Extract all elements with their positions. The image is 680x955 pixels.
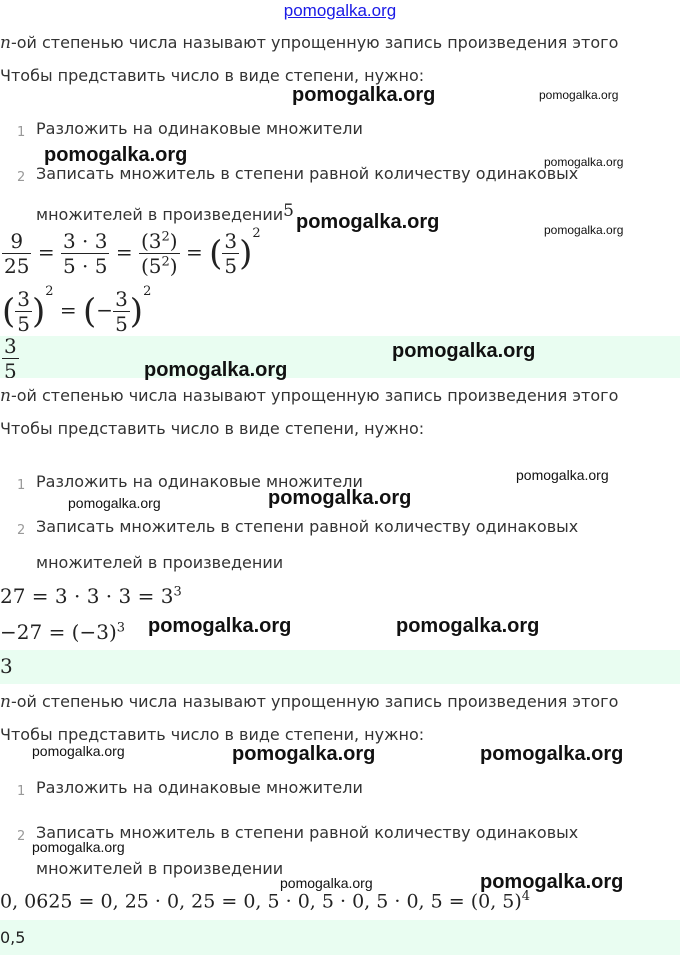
definition-body: -ой степенью числа называют упрощенную запись произведения этого xyxy=(10,692,619,711)
watermark: pomogalka.org xyxy=(480,871,624,893)
answer-value: 0,5 xyxy=(0,928,26,947)
watermark: pomogalka.org xyxy=(32,839,125,855)
equation: ( $\frac{3}{5}$ )$^2$ = (− $\frac{3}{5}$ )$^2$ xyxy=(2,284,152,336)
math-n: n xyxy=(0,386,11,406)
stray-digit: 5 xyxy=(283,201,294,221)
answer-fraction: $\frac{3}{5}$ xyxy=(2,336,19,378)
step-text-continued: множителей в произведении xyxy=(36,859,284,878)
definition-body: -ой степенью числа называют упрощенную запись произведения этого xyxy=(10,386,619,405)
fraction: $\frac{3 \cdot 3}{5 \cdot 5}$ xyxy=(62,229,108,278)
watermark: pomogalka.org xyxy=(32,743,125,759)
equation: $\frac{9}{25}$ = $\frac{3 \cdot 3}{5 \cdot 5}$ = $\frac{(3^2)}{(5^2)}$ = ( $\frac{3}{5}$ )$^2$ xyxy=(4,226,261,278)
definition-text xyxy=(0,692,618,712)
watermark: pomogalka.org xyxy=(396,615,540,637)
definition-text xyxy=(0,386,618,406)
math-n: n xyxy=(0,33,11,53)
step-text: Разложить на одинаковые множители xyxy=(36,119,363,138)
watermark: pomogalka.org xyxy=(392,340,536,362)
watermark: pomogalka.org xyxy=(144,359,288,381)
step-text: Разложить на одинаковые множители xyxy=(36,778,363,797)
how-to-text: Чтобы представить число в виде степени, нужно: xyxy=(0,725,425,744)
site-link[interactable]: pomogalka.org xyxy=(283,1,397,20)
watermark: pomogalka.org xyxy=(232,743,376,765)
answer-box xyxy=(0,650,680,684)
step-text-continued: множителей в произведении5 xyxy=(36,201,294,224)
fraction: $\frac{9}{25}$ xyxy=(4,229,30,278)
answer-box xyxy=(0,920,680,955)
fraction: $\frac{3}{5}$ xyxy=(17,287,30,336)
step-number: 1 xyxy=(17,784,26,799)
watermark: pomogalka.org xyxy=(296,211,440,233)
watermark: pomogalka.org xyxy=(68,495,161,511)
watermark: pomogalka.org xyxy=(268,487,412,509)
watermark: pomogalka.org xyxy=(480,743,624,765)
step-text: Разложить на одинаковые множители xyxy=(36,472,363,491)
step-text: Записать множитель в степени равной количеству одинаковых xyxy=(36,164,579,183)
step-number: 1 xyxy=(17,125,26,140)
answer-box xyxy=(0,336,680,378)
answer-value: 3 xyxy=(0,654,13,678)
how-to-text: Чтобы представить число в виде степени, нужно: xyxy=(0,419,425,438)
step-text: Записать множитель в степени равной количеству одинаковых xyxy=(36,517,579,536)
equation: $-27 = (-3)^3$ xyxy=(0,620,126,644)
watermark: pomogalka.org xyxy=(292,84,436,106)
math-n: n xyxy=(0,692,11,712)
step-text: Записать множитель в степени равной количеству одинаковых xyxy=(36,823,579,842)
definition-body: -ой степенью числа называют упрощенную запись произведения этого xyxy=(10,33,619,52)
equation: 0, 0625 = 0, 25 · 0, 25 = 0, 5 · 0, 5 · 0, 5 · 0, 5 = (0, 5)$^4$ xyxy=(0,889,531,913)
step-number: 2 xyxy=(17,170,26,185)
watermark: pomogalka.org xyxy=(544,223,624,237)
step-number: 2 xyxy=(17,829,26,844)
fraction: $\frac{3}{5}$ xyxy=(224,229,238,278)
definition-text xyxy=(0,33,618,53)
watermark: pomogalka.org xyxy=(544,155,624,169)
watermark: pomogalka.org xyxy=(148,615,292,637)
step-number: 2 xyxy=(17,523,26,538)
watermark: pomogalka.org xyxy=(516,467,609,483)
step-number: 1 xyxy=(17,478,26,493)
how-to-text: Чтобы представить число в виде степени, нужно: xyxy=(0,66,425,85)
watermark: pomogalka.org xyxy=(44,144,188,166)
step-text-continued: множителей в произведении xyxy=(36,553,284,572)
watermark: pomogalka.org xyxy=(280,875,373,891)
fraction: $\frac{(3^2)}{(5^2)}$ xyxy=(140,229,178,278)
watermark: pomogalka.org xyxy=(539,88,619,102)
fraction: $\frac{3}{5}$ xyxy=(115,287,128,336)
equation: $27 = 3 \cdot 3 \cdot 3 = 3^3$ xyxy=(0,584,182,608)
